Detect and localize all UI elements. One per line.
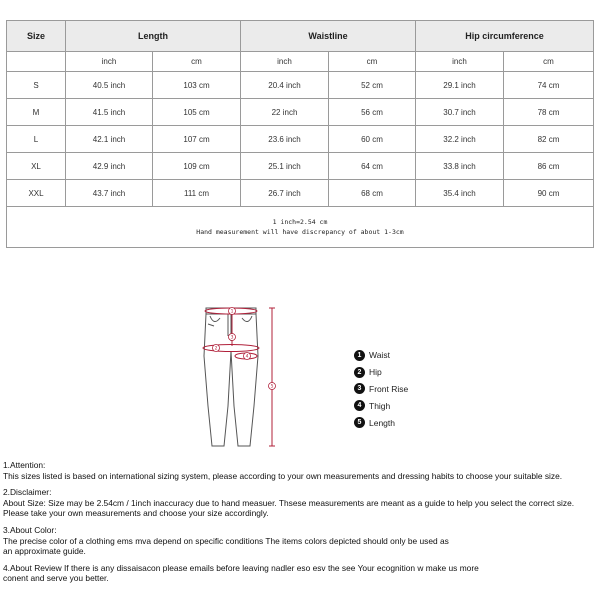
notes-section	[3, 460, 597, 590]
diagram-legend	[354, 347, 408, 431]
number-4-icon: 4	[354, 400, 365, 411]
size-chart-table	[6, 20, 594, 248]
legend-label: Front Rise	[369, 383, 409, 394]
note-review	[3, 563, 597, 584]
legend-label: Thigh	[369, 400, 391, 411]
note-title: 2.Disclaimer:	[3, 487, 52, 498]
header-hip: Hip circumference	[416, 21, 594, 52]
length-inch-cell: 40.5 inch	[66, 72, 153, 99]
legend-item-hip	[354, 364, 408, 381]
table-header-row	[7, 21, 594, 52]
legend-label: Waist	[369, 350, 390, 361]
length-cm-cell: 107 cm	[153, 126, 241, 153]
waist-cm-cell: 68 cm	[329, 180, 416, 207]
waist-cm-cell: 60 cm	[329, 126, 416, 153]
unit-cell: cm	[153, 52, 241, 72]
length-inch-cell: 42.9 inch	[66, 153, 153, 180]
unit-cell: cm	[504, 52, 594, 72]
note-attention	[3, 460, 597, 481]
unit-cell: inch	[416, 52, 504, 72]
legend-item-thigh	[354, 397, 408, 414]
size-cell: S	[7, 72, 66, 99]
length-cm-cell: 105 cm	[153, 99, 241, 126]
marker-2-label: 2	[214, 346, 218, 352]
note-title: 4.About Review If there is any dissaisacon please emails before leaving nadler eso esv the see Your ecognition w make us more	[3, 562, 479, 573]
hip-cm-cell: 74 cm	[504, 72, 594, 99]
note-color	[3, 525, 597, 557]
discrepancy-note: Hand measurement will have discrepancy of about 1-3cm	[196, 228, 404, 236]
marker-3-label: 3	[230, 335, 234, 341]
note-text: About Size: Size may be 2.54cm / 1inch inaccuracy due to hand measuer. Thsese measurements are meant as a guide to help you select the correct size.	[3, 497, 575, 508]
marker-4-label: 4	[245, 354, 249, 360]
measurement-lines	[203, 308, 275, 446]
table-row	[7, 180, 594, 207]
hip-cm-cell: 78 cm	[504, 99, 594, 126]
legend-item-front-rise	[354, 381, 408, 398]
length-inch-cell: 43.7 inch	[66, 180, 153, 207]
note-text: an approximate guide.	[3, 546, 86, 557]
header-waistline: Waistline	[241, 21, 416, 52]
note-text: conent and serve you better.	[3, 573, 109, 584]
waist-cm-cell: 64 cm	[329, 153, 416, 180]
hip-cm-cell: 82 cm	[504, 126, 594, 153]
pants-measurement-diagram	[190, 296, 290, 458]
header-size: Size	[7, 21, 66, 52]
waist-inch-cell: 23.6 inch	[241, 126, 329, 153]
hip-cm-cell: 90 cm	[504, 180, 594, 207]
hip-inch-cell: 35.4 inch	[416, 180, 504, 207]
number-2-icon: 2	[354, 367, 365, 378]
note-text: This sizes listed is based on international sizing system, please according to your own measurements and dressing habits to choose your suitable size.	[3, 470, 563, 481]
unit-cell: inch	[66, 52, 153, 72]
table-row	[7, 153, 594, 180]
unit-cell: cm	[329, 52, 416, 72]
size-cell: XXL	[7, 180, 66, 207]
size-cell: XL	[7, 153, 66, 180]
hip-inch-cell: 30.7 inch	[416, 99, 504, 126]
marker-5-label: 5	[270, 384, 274, 390]
number-1-icon: 1	[354, 350, 365, 361]
waist-inch-cell: 25.1 inch	[241, 153, 329, 180]
legend-item-length	[354, 414, 408, 431]
waist-cm-cell: 56 cm	[329, 99, 416, 126]
unit-cell: inch	[241, 52, 329, 72]
note-title: 3.About Color:	[3, 524, 57, 535]
hip-inch-cell: 29.1 inch	[416, 72, 504, 99]
hip-inch-cell: 32.2 inch	[416, 126, 504, 153]
length-cm-cell: 103 cm	[153, 72, 241, 99]
conversion-note: 1 inch=2.54 cm	[272, 218, 328, 226]
length-cm-cell: 111 cm	[153, 180, 241, 207]
measurement-note	[7, 207, 594, 248]
note-text: Please take your own measurements and choose your size accordingly.	[3, 508, 269, 519]
waist-inch-cell: 20.4 inch	[241, 72, 329, 99]
header-length: Length	[66, 21, 241, 52]
note-disclaimer	[3, 487, 597, 519]
hip-inch-cell: 33.8 inch	[416, 153, 504, 180]
waist-inch-cell: 26.7 inch	[241, 180, 329, 207]
legend-label: Length	[369, 417, 395, 428]
table-note-row	[7, 207, 594, 248]
hip-measure-line	[203, 345, 259, 352]
length-inch-cell: 41.5 inch	[66, 99, 153, 126]
hip-cm-cell: 86 cm	[504, 153, 594, 180]
number-3-icon: 3	[354, 383, 365, 394]
size-cell: M	[7, 99, 66, 126]
table-row	[7, 72, 594, 99]
waist-cm-cell: 52 cm	[329, 72, 416, 99]
number-5-icon: 5	[354, 417, 365, 428]
size-cell: L	[7, 126, 66, 153]
unit-empty	[7, 52, 66, 72]
legend-label: Hip	[369, 367, 382, 378]
table-row	[7, 99, 594, 126]
table-row	[7, 126, 594, 153]
length-cm-cell: 109 cm	[153, 153, 241, 180]
waist-inch-cell: 22 inch	[241, 99, 329, 126]
marker-1-label: 1	[230, 309, 234, 315]
length-inch-cell: 42.1 inch	[66, 126, 153, 153]
legend-item-waist	[354, 347, 408, 364]
pants-outline-icon	[204, 308, 258, 446]
note-title: 1.Attention:	[3, 460, 46, 470]
table-unit-row	[7, 52, 594, 72]
note-text: The precise color of a clothing ems mva depend on specific conditions The items colors depicted should only be used as	[3, 535, 449, 546]
